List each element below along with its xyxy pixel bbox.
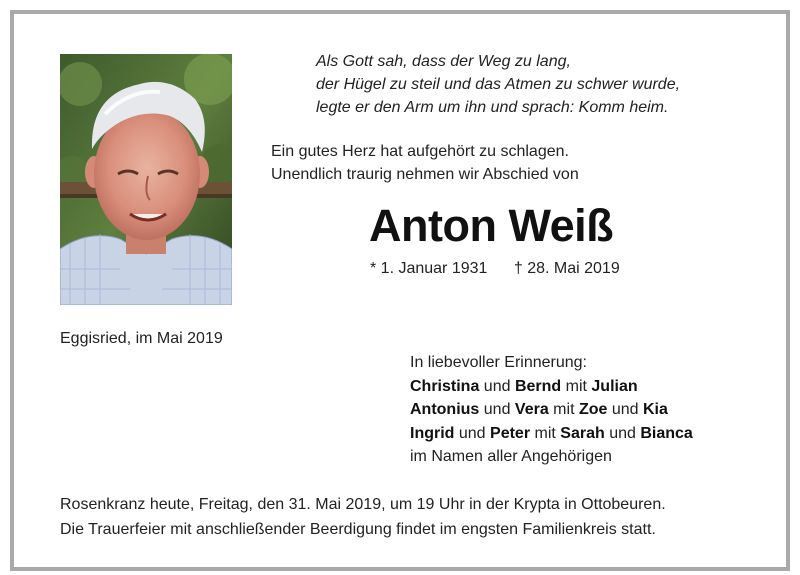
connector-word: und [604,424,641,442]
service-line-2: Die Trauerfeier mit anschließender Beerdigung findet im engsten Familienkreis statt. [60,520,656,538]
portrait-photo [60,54,232,305]
mourners-line-3 [410,422,693,446]
mourner-name: Bernd [514,377,562,395]
mourner-name: Vera [514,401,549,418]
mourner-name: Christina [410,377,480,395]
intro-line-2: Unendlich traurig nehmen wir Abschied von [271,166,579,183]
connector-word: und [454,424,491,442]
connector-word: mit [548,401,579,418]
mourner-name: Julian [591,377,638,395]
poem-verse [316,50,680,119]
poem-line-1: Als Gott sah, dass der Weg zu lang, [316,53,571,70]
service-line-1: Rosenkranz heute, Freitag, den 31. Mai 2019, um 19 Uhr in der Krypta in Ottobeuren. [60,496,666,513]
connector-word: und [607,401,643,418]
mourners-line-2 [410,398,693,422]
memory-closing: im Namen aller Angehörigen [410,448,612,465]
intro-line-1: Ein gutes Herz hat aufgehört zu schlagen. [271,143,569,160]
place-date: Eggisried, im Mai 2019 [60,330,223,347]
mourner-name: Peter [490,424,531,442]
poem-line-2: der Hügel zu steil und das Atmen zu schwer wurde, [316,76,681,93]
connector-word: und [479,377,515,395]
mourners-line-1 [410,375,693,399]
connector-word: mit [561,377,592,395]
mourner-name: Zoe [578,401,608,418]
mourners-block [410,351,693,469]
mourner-name: Bianca [640,424,693,442]
mourner-name: Sarah [560,424,605,442]
birth-date: * 1. Januar 1931 [370,260,488,277]
memory-heading: In liebevoller Erinnerung: [410,354,587,371]
mourner-name: Ingrid [410,424,455,442]
connector-word: und [479,401,515,418]
connector-word: mit [530,424,561,442]
service-info [60,493,666,542]
intro-text [271,140,579,186]
life-dates [370,260,642,278]
mourner-name: Antonius [410,401,480,418]
poem-line-3: legte er den Arm um ihn und sprach: Komm heim. [316,99,669,116]
mourner-name: Kia [643,401,668,418]
death-date: † 28. Mai 2019 [513,260,620,277]
obituary-frame [10,10,790,571]
deceased-name: Anton Weiß [369,200,614,251]
